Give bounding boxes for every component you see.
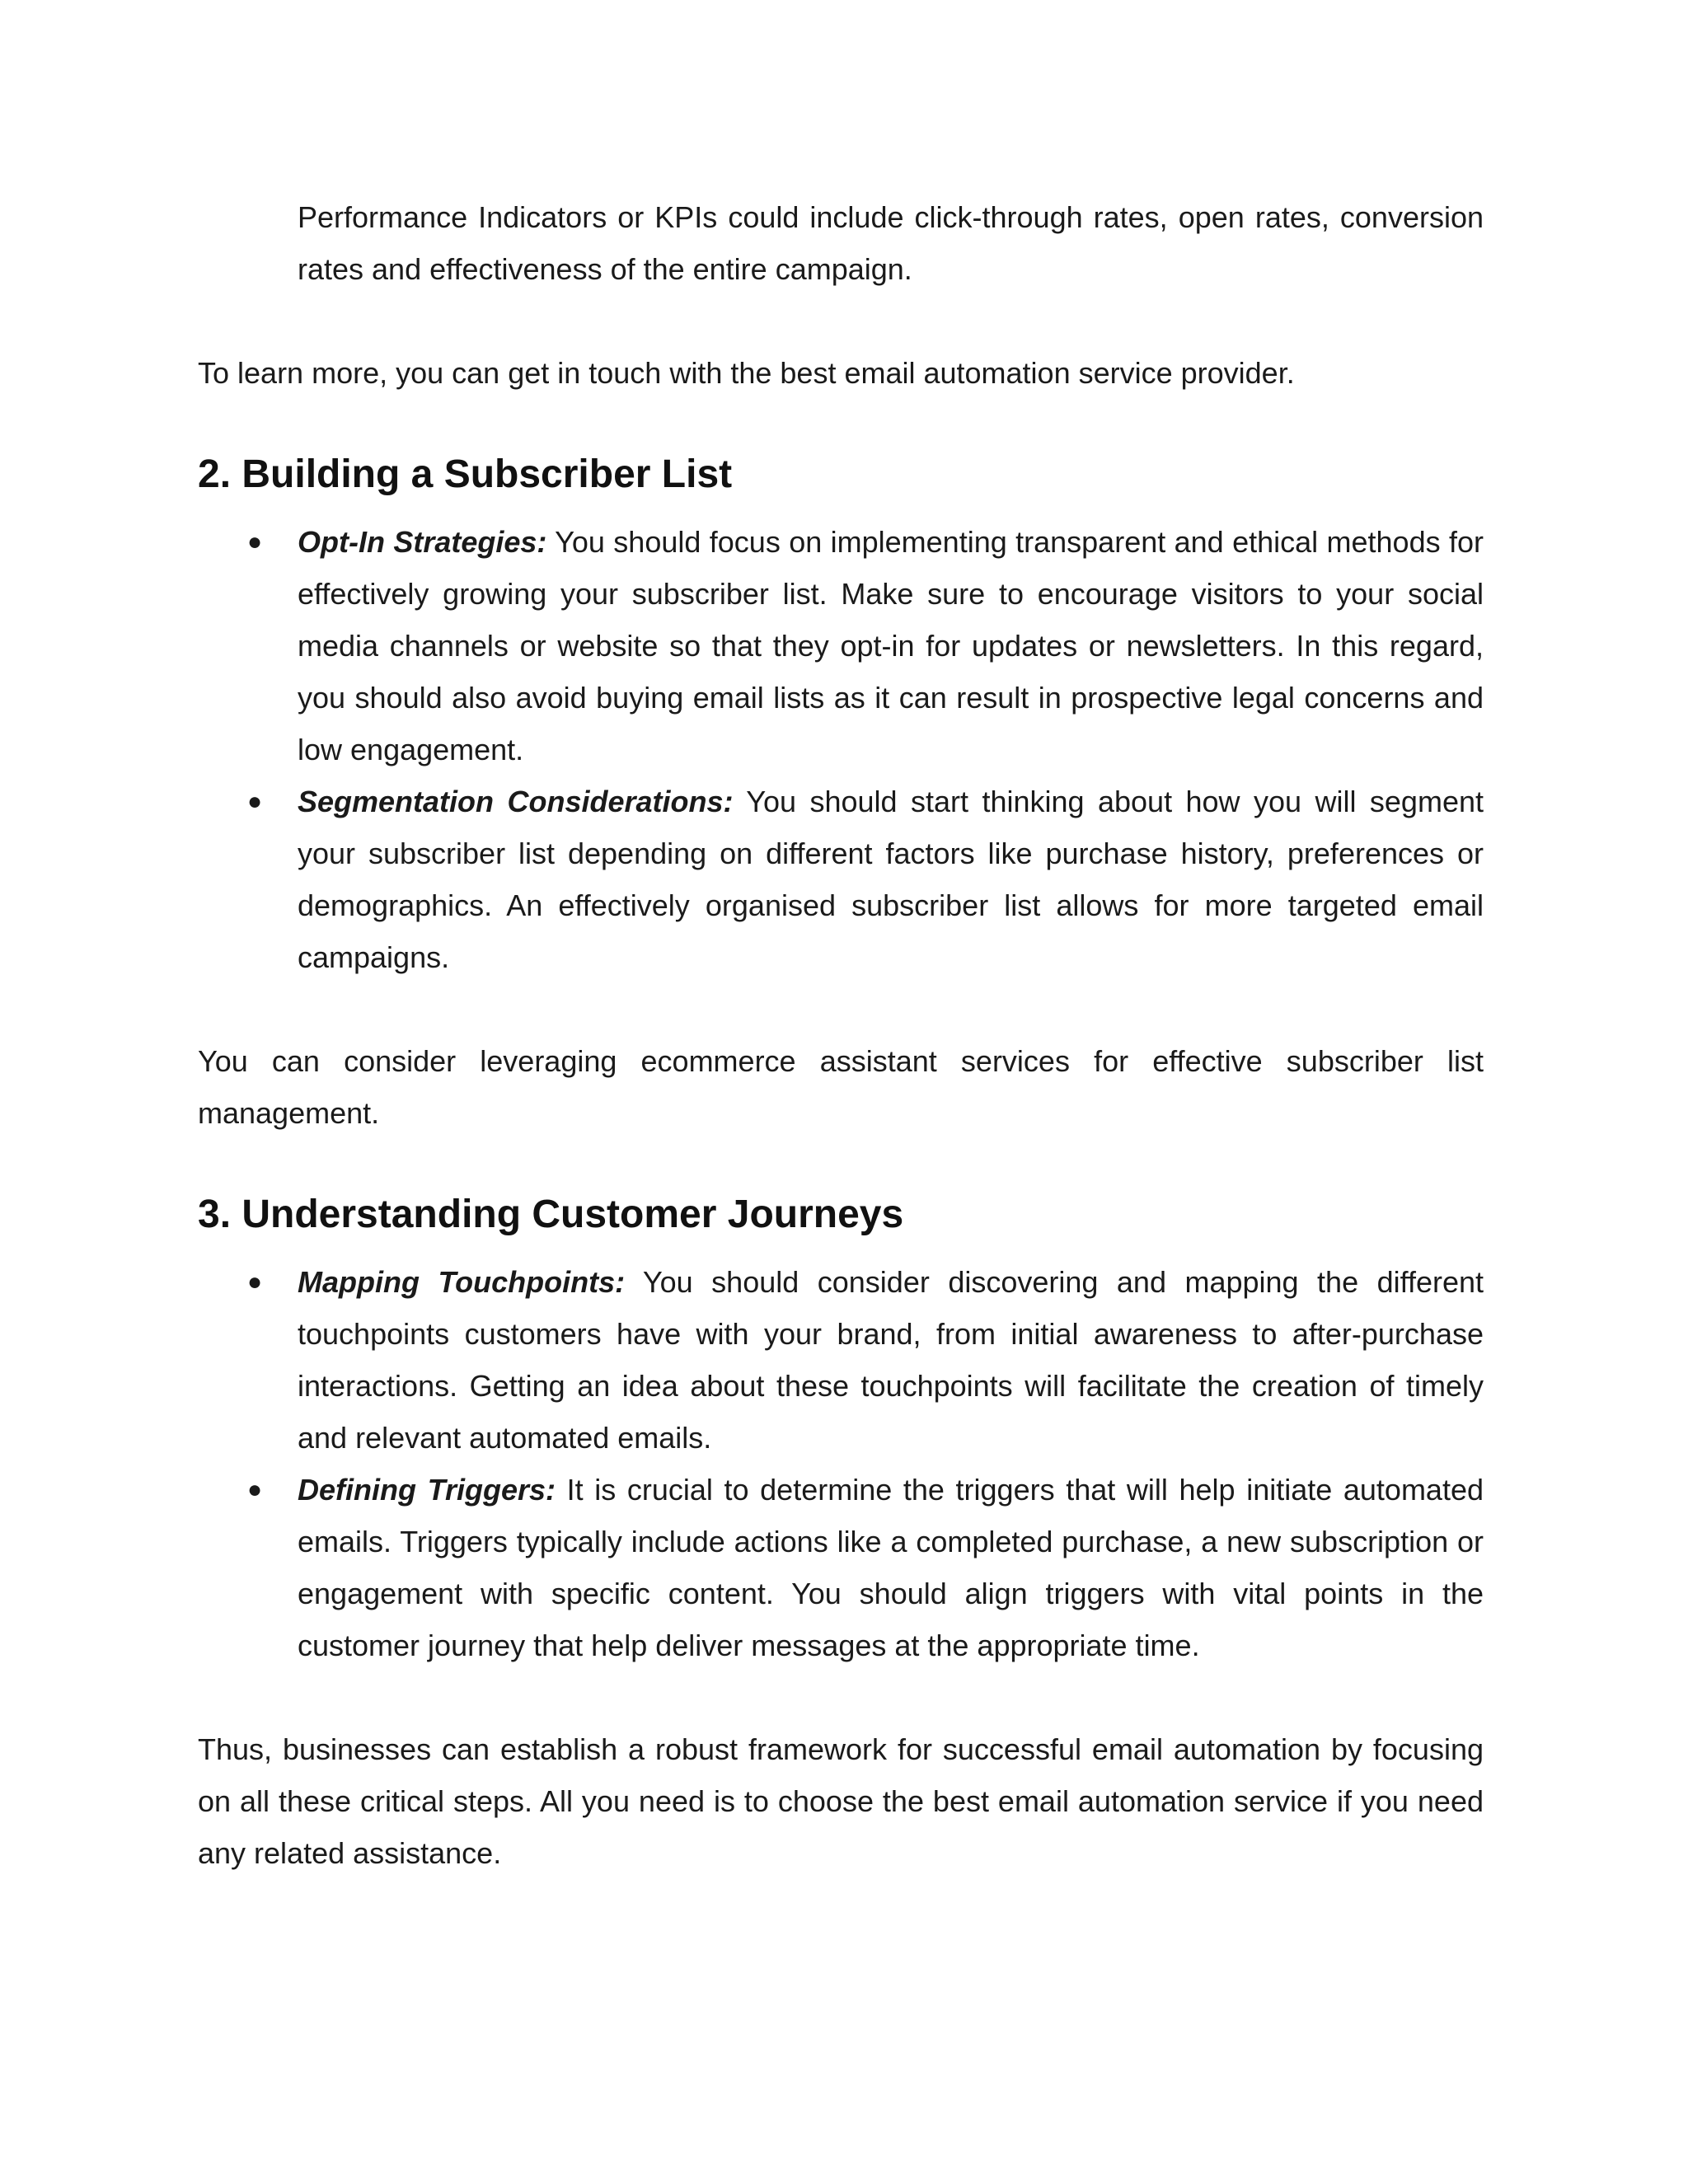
list-item-label: Defining Triggers: (298, 1473, 556, 1507)
list-item (198, 776, 1484, 983)
list-item (198, 516, 1484, 776)
list-item-label: Mapping Touchpoints: (298, 1265, 626, 1299)
intro-continuation: Performance Indicators or KPIs could include click-through rates, open rates, conversion rates and effectiveness of the entire campaign. (298, 200, 1484, 286)
list-item-text: You should consider discovering and mapping the different touchpoints customers have with your brand, from initial awareness to after-purchase interactions. Getting an idea about these touchpoints will facilitate the creation of timely and relevant automated emails. (298, 1265, 1484, 1455)
bullet-icon: ● (247, 788, 263, 815)
section-2-closing: You can consider leveraging ecommerce assistant services for effective subscriber list management. (198, 1044, 1484, 1130)
list-item (198, 1464, 1484, 1671)
conclusion-paragraph: Thus, businesses can establish a robust framework for successful email automation by focusing on all these critical steps. All you need is to choose the best email automation service if you need any related assistance. (198, 1732, 1484, 1870)
list-item-text: You should focus on implementing transparent and ethical methods for effectively growing your subscriber list. Make sure to encourage visitors to your social media channels or website so that they opt-in for updates or newsletters. In this regard, you should also avoid buying email lists as it can result in prospective legal concerns and low engagement. (298, 525, 1484, 766)
section-2-list (198, 516, 1484, 983)
list-item-text: It is crucial to determine the triggers that will help initiate automated emails. Triggers typically include actions like a completed purchase, a new subscription or engagement with specific content. You should align triggers with vital points in the customer journey that help deliver messages at the appropriate time. (298, 1473, 1484, 1662)
bullet-icon: ● (247, 528, 263, 555)
bullet-icon: ● (247, 1268, 263, 1296)
list-item (198, 1256, 1484, 1464)
list-item-label: Segmentation Considerations: (298, 785, 734, 818)
section-3-list (198, 1256, 1484, 1671)
learn-more-paragraph: To learn more, you can get in touch with the best email automation service provider. (198, 356, 1295, 390)
section-3-heading: 3. Understanding Customer Journeys (198, 1193, 904, 1236)
list-item-text: You should start thinking about how you will segment your subscriber list depending on different factors like purchase history, preferences or demographics. An effectively organised subscriber list allows for more targeted email campaigns. (298, 785, 1484, 974)
list-item-label: Opt-In Strategies: (298, 525, 547, 559)
bullet-icon: ● (247, 1476, 263, 1503)
section-2-heading: 2. Building a Subscriber List (198, 452, 733, 496)
document-page (198, 191, 1484, 1879)
